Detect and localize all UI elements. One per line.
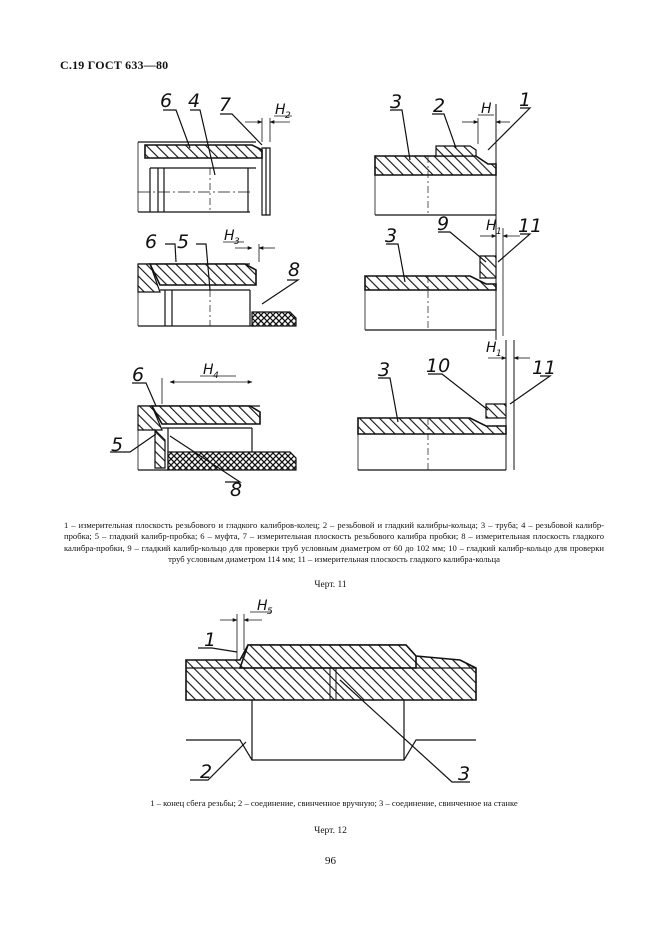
f11-label-6a: 6 xyxy=(160,90,173,112)
f11-label-7: 7 xyxy=(219,94,232,116)
f11-label-3a: 3 xyxy=(390,91,403,113)
page-header: С.19 ГОСТ 633—80 xyxy=(60,58,169,72)
f11-label-10: 10 xyxy=(426,355,451,377)
figure12-caption: 1 – конец сбега резьбы; 2 – соединение, свинченное вручную; 3 – соединение, свинченное на станке xyxy=(150,798,518,808)
f11-label-8a: 8 xyxy=(288,259,301,281)
f11-label-5b: 5 xyxy=(111,434,124,456)
f12-label-h5-sub: 5 xyxy=(267,607,273,617)
f11-label-11b: 11 xyxy=(532,357,557,379)
f11-label-6c: 6 xyxy=(132,364,145,386)
f11-label-h3-sub: 3 xyxy=(234,237,240,247)
f12-label-2: 2 xyxy=(200,761,213,783)
f11-label-3b: 3 xyxy=(385,225,398,247)
f11-label-1: 1 xyxy=(519,89,532,111)
f11-label-4: 4 xyxy=(188,90,201,112)
page-number: 96 xyxy=(325,855,336,867)
figure11-title: Черт. 11 xyxy=(314,580,347,590)
f11-label-h3: H xyxy=(224,228,235,244)
f11-label-h: H xyxy=(481,101,492,117)
f11-label-h1a: H xyxy=(486,218,497,234)
f11-label-h4-sub: 4 xyxy=(213,371,219,381)
figure12-title: Черт. 12 xyxy=(314,826,347,836)
f11-label-6b: 6 xyxy=(145,231,158,253)
f12-label-1: 1 xyxy=(204,629,217,651)
f11-label-3c: 3 xyxy=(378,359,391,381)
f11-label-h1a-sub: 1 xyxy=(496,227,502,237)
f12-label-3: 3 xyxy=(458,763,471,785)
f11-label-11a: 11 xyxy=(518,215,543,237)
f11-label-5a: 5 xyxy=(177,231,190,253)
f11-label-h2-sub: 2 xyxy=(285,111,291,121)
fig11-left-bottom xyxy=(110,376,296,482)
f11-label-h1b: H xyxy=(486,340,497,356)
f12-label-h5: H xyxy=(257,598,268,614)
figure11-caption: 1 – измерительная плоскость резьбового и гладкого калибров-колец; 2 – резьбовой и гладкий калибры-кольца; 3 – труба; 4 – резьбовой калибр-пробка; 5 – гладкий калибр-пробка; 6 – муфта, 7 – измерительная плоскость резьбового калибра пробки; 8 – измерительная плоскость гладкого калибра-пробки, 9 – гладкий калибр-кольцо для проверки труб условным диаметром от 60 до 102 мм; 10 – гладкий калибр-кольцо для проверки труб условным диаметром 114 мм; 11 – измерительная плоскость гладкого калибра-кольца xyxy=(64,520,604,565)
fig11-right-top xyxy=(375,104,530,340)
f11-label-2: 2 xyxy=(433,95,446,117)
f11-label-8b: 8 xyxy=(230,479,243,501)
f11-label-h2: H xyxy=(275,102,286,118)
fig12-drawing xyxy=(186,612,476,782)
f11-label-h4: H xyxy=(203,362,214,378)
f11-label-9: 9 xyxy=(437,213,450,235)
fig11-left-middle xyxy=(138,242,301,326)
fig11-left-top xyxy=(138,110,292,215)
f11-label-h1b-sub: 1 xyxy=(496,349,502,359)
